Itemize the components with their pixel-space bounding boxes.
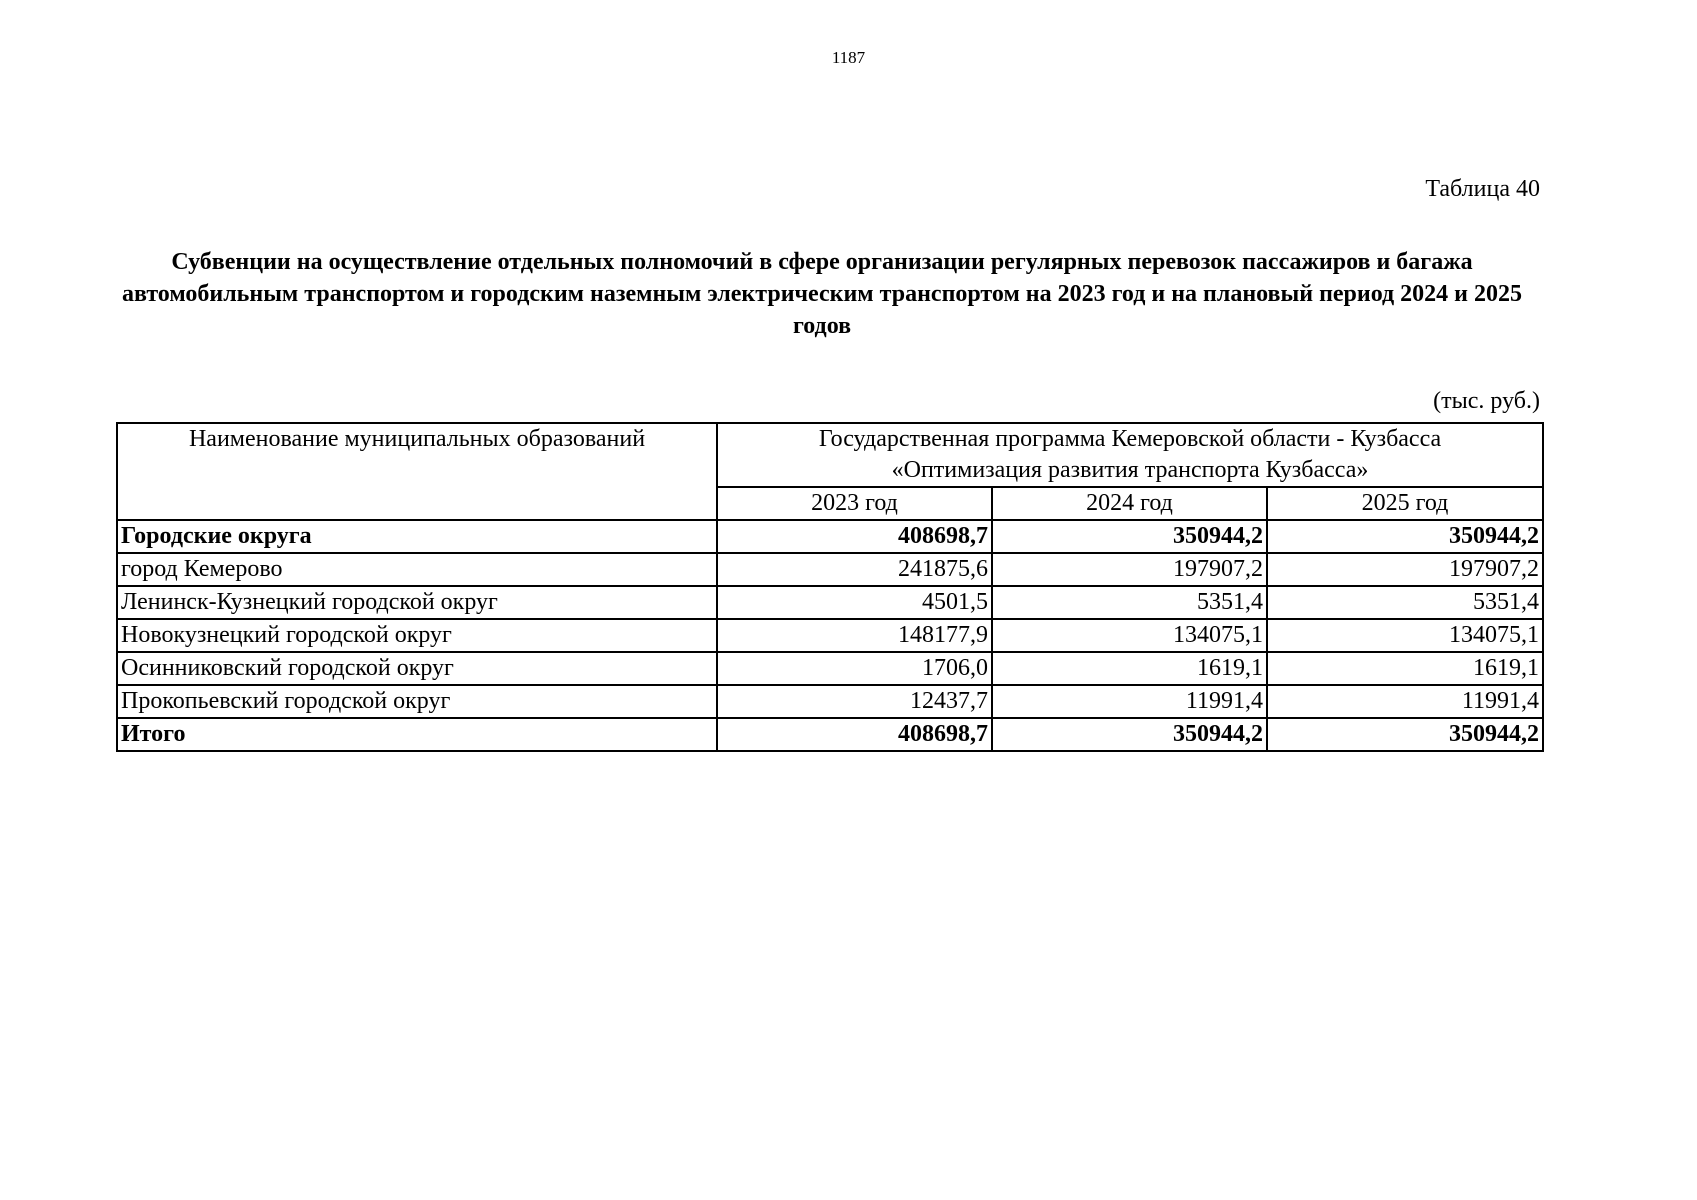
table-row [117,586,1543,619]
row-name-cell: Осинниковский городской округ [117,652,717,685]
row-name-cell: Новокузнецкий городской округ [117,619,717,652]
table-row [117,685,1543,718]
table-row [117,553,1543,586]
row-name-cell: Прокопьевский городской округ [117,685,717,718]
row-value-2023: 1706,0 [717,652,992,685]
row-value-2025: 197907,2 [1267,553,1543,586]
page-number: 1187 [831,48,866,67]
header-program-line2: «Оптимизация развития транспорта Кузбасса» [891,457,1369,483]
header-program [717,423,1543,487]
row-value-2024: 5351,4 [992,586,1267,619]
table-body [117,520,1543,751]
row-value-2024: 197907,2 [992,553,1267,586]
row-value-2025: 350944,2 [1267,718,1543,751]
row-value-2024: 1619,1 [992,652,1267,685]
header-program-line1: Государственная программа Кемеровской области - Кузбасса [818,426,1442,452]
table-row [117,718,1543,751]
row-name-cell: Ленинск-Кузнецкий городской округ [117,586,717,619]
header-year-2023: 2023 год [717,487,992,520]
row-value-2024: 11991,4 [992,685,1267,718]
header-municipality-name: Наименование муниципальных образований [117,423,717,520]
header-year-2025: 2025 год [1267,487,1543,520]
header-year-2024: 2024 год [992,487,1267,520]
row-value-2023: 4501,5 [717,586,992,619]
row-value-2025: 350944,2 [1267,520,1543,553]
row-value-2024: 350944,2 [992,520,1267,553]
table-header-row [117,423,1543,487]
row-value-2025: 11991,4 [1267,685,1543,718]
document-title: Субвенции на осуществление отдельных полномочий в сфере организации регулярных перевозок пассажиров и багажа автомобильным транспортом и городским наземным электрическим транспортом на 2023 год и на плановый период 2024 и 2025 годов [121,249,1523,339]
units-label: (тыс. руб.) [1433,388,1540,414]
table-row [117,619,1543,652]
row-value-2024: 134075,1 [992,619,1267,652]
row-value-2023: 408698,7 [717,718,992,751]
row-value-2023: 408698,7 [717,520,992,553]
row-value-2023: 241875,6 [717,553,992,586]
table-row [117,652,1543,685]
row-value-2024: 350944,2 [992,718,1267,751]
table-row [117,520,1543,553]
row-value-2025: 5351,4 [1267,586,1543,619]
table-label: Таблица 40 [1425,176,1540,202]
subventions-table [116,422,1544,752]
row-value-2025: 1619,1 [1267,652,1543,685]
row-name-cell: Городские округа [117,520,717,553]
row-name-cell: город Кемерово [117,553,717,586]
row-value-2023: 12437,7 [717,685,992,718]
row-value-2023: 148177,9 [717,619,992,652]
row-value-2025: 134075,1 [1267,619,1543,652]
row-name-cell: Итого [117,718,717,751]
